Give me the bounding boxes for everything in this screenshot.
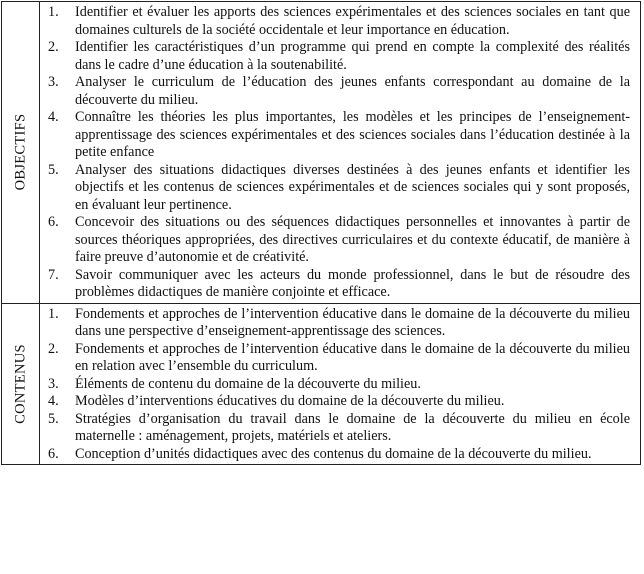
section-label-cell — [2, 2, 40, 304]
item-text: Identifier et évaluer les apports des sciences expérimentales et des sciences sociales en tant que domaines culturels de la société occidentale et leur importance en éducation. — [75, 4, 630, 38]
list-item — [48, 162, 630, 215]
item-number: 1. — [48, 4, 59, 20]
item-text: Analyser des situations didactiques diverses destinées à des jeunes enfants et identifier les objectifs et les contenus de sciences expérimentales et de sciences sociales qui y sont proposés, en évaluant leur pertinence. — [75, 161, 630, 213]
objectives-content-table — [1, 1, 641, 465]
list-item — [48, 214, 630, 267]
item-number: 3. — [48, 375, 59, 392]
item-text: Fondements et approches de l’intervention éducative dans le domaine de la découverte du milieu dans une perspective d’enseignement-apprentissage des sciences. — [75, 305, 630, 339]
list-item — [48, 109, 630, 162]
list-item — [48, 393, 630, 411]
numbered-list — [48, 4, 630, 302]
section-content-cell — [40, 2, 641, 304]
item-number: 4. — [48, 393, 59, 409]
item-text: Conception d’unités didactiques avec des contenus du domaine de la découverte du milieu. — [75, 445, 592, 462]
list-item — [48, 341, 630, 376]
list-item — [48, 446, 630, 464]
item-number: 3. — [48, 74, 59, 90]
item-text: Fondements et approches de l’intervention éducative dans le domaine de la découverte du milieu en relation avec l’ensemble du curriculum. — [75, 340, 630, 374]
section-row-contenus — [2, 303, 641, 465]
list-item — [48, 74, 630, 109]
table-body — [2, 2, 641, 465]
item-number: 5. — [48, 161, 59, 178]
item-text: Connaître les théories les plus importantes, les modèles et les principes de l’enseignement-apprentissage des sciences expérimentales et des sciences sociales dans l’éducation destinée à la petite enfance — [75, 109, 630, 160]
item-text: Analyser le curriculum de l’éducation des jeunes enfants correspondant au domaine de la découverte du milieu. — [75, 74, 630, 108]
numbered-list — [48, 306, 630, 464]
section-label: CONTENUS — [11, 343, 28, 424]
item-text: Savoir communiquer avec les acteurs du monde professionnel, dans le but de résoudre des problèmes didactiques de manière conjointe et efficace. — [75, 266, 630, 300]
section-label: OBJECTIFS — [11, 113, 28, 191]
item-number: 5. — [48, 410, 59, 427]
section-label-cell — [2, 303, 40, 465]
list-item — [48, 39, 630, 74]
list-item — [48, 376, 630, 394]
section-row-objectifs — [2, 2, 641, 304]
item-number: 2. — [48, 39, 59, 55]
item-number: 1. — [48, 305, 59, 322]
list-item — [48, 267, 630, 302]
item-text: Modèles d’interventions éducatives du domaine de la découverte du milieu. — [75, 393, 505, 409]
section-content-cell — [40, 303, 641, 465]
item-number: 6. — [48, 214, 59, 230]
item-number: 2. — [48, 340, 59, 357]
item-text: Éléments de contenu du domaine de la découverte du milieu. — [75, 375, 421, 392]
item-number: 4. — [48, 109, 59, 125]
item-text: Concevoir des situations ou des séquences didactiques personnelles et innovantes à partir de sources théoriques appropriées, des directives curriculaires et du contexte éducatif, de manière à faire preuve d’autonomie et de créativité. — [75, 214, 630, 265]
list-item — [48, 306, 630, 341]
list-item — [48, 411, 630, 446]
item-number: 7. — [48, 266, 59, 283]
item-number: 6. — [48, 445, 59, 462]
list-item — [48, 4, 630, 39]
item-text: Identifier les caractéristiques d’un programme qui prend en compte la complexité des réalités dans le cadre d’une éducation à la soutenabilité. — [75, 39, 630, 73]
item-text: Stratégies d’organisation du travail dans le domaine de la découverte du milieu en école maternelle : aménagement, projets, matériels et ateliers. — [75, 410, 630, 444]
